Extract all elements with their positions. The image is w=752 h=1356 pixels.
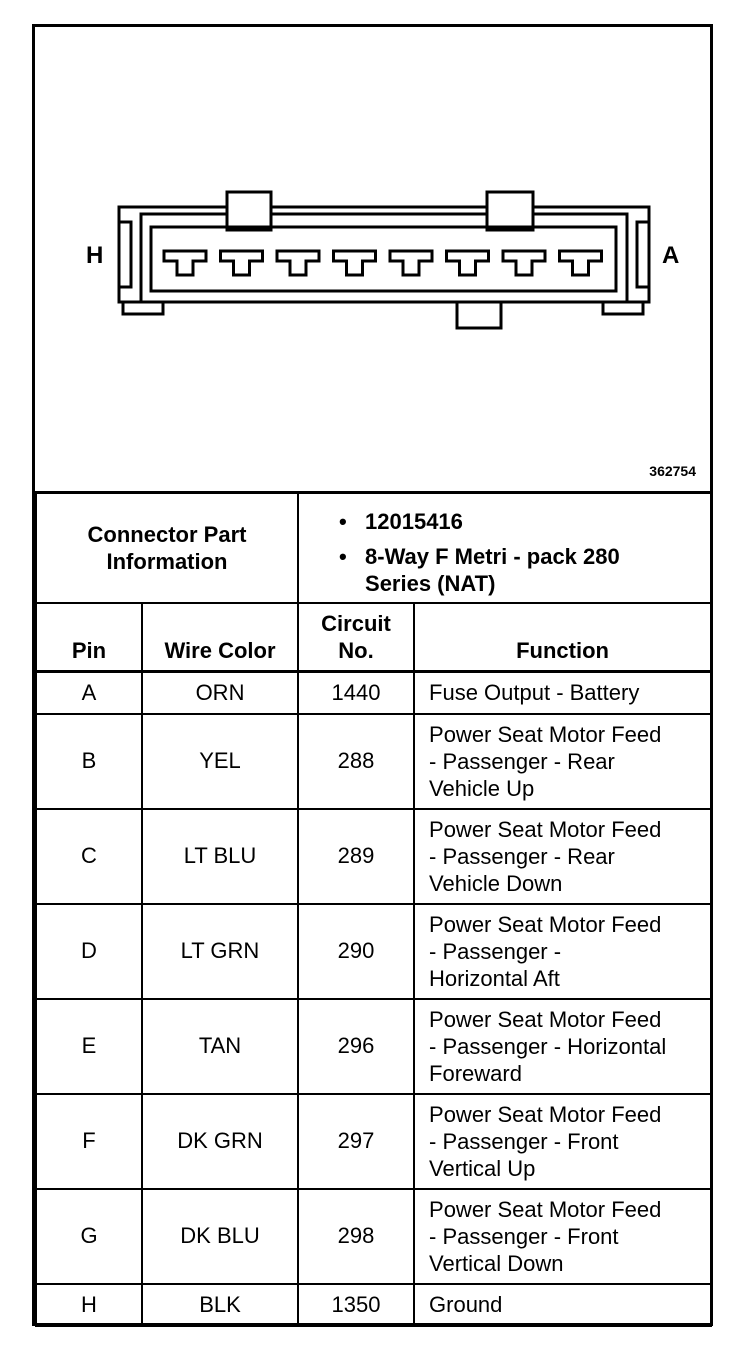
function-line: Fuse Output - Battery: [429, 680, 640, 705]
function-cell: [414, 1284, 711, 1326]
wire-color-cell: ORN: [142, 671, 298, 714]
terminal-cavity: [221, 251, 263, 275]
table-row: [36, 1284, 711, 1326]
circuit-cell: 289: [298, 809, 414, 904]
function-line: Vehicle Down: [429, 870, 563, 896]
pin-cell: C: [36, 809, 142, 904]
connector-pinout-table: [35, 491, 712, 1327]
connector-part-info-row: [36, 493, 711, 604]
header-wire-color: Wire Color: [142, 603, 298, 671]
function-line: - Passenger - Rear: [429, 748, 615, 774]
table-row: [36, 1094, 711, 1189]
connector-housing-outline: [119, 207, 649, 302]
table-row: [36, 904, 711, 999]
function-line: Vertical Up: [429, 1155, 536, 1181]
function-line: Power Seat Motor Feed: [429, 816, 662, 842]
function-line: Ground: [429, 1292, 503, 1317]
connector-diagram: [35, 27, 710, 491]
connector-description-line2: Series (NAT): [365, 571, 496, 596]
wire-color-cell: DK BLU: [142, 1189, 298, 1284]
table-header-row: [36, 603, 711, 671]
circuit-cell: 297: [298, 1094, 414, 1189]
pin-cell: H: [36, 1284, 142, 1326]
terminal-cavity: [334, 251, 376, 275]
figure-number: 362754: [649, 463, 696, 479]
terminal-cavity: [447, 251, 489, 275]
connector-end-label-right: A: [662, 242, 680, 269]
table-row: [36, 999, 711, 1094]
table-row: [36, 1189, 711, 1284]
pin-rows: [36, 671, 711, 1326]
header-circuit-line1: Circuit: [321, 610, 391, 636]
pin-cell: B: [36, 714, 142, 809]
function-cell: [414, 671, 711, 714]
table-row: [36, 671, 711, 714]
part-number: • 12015416: [339, 508, 710, 535]
function-cell: [414, 714, 711, 809]
function-line: Power Seat Motor Feed: [429, 911, 662, 937]
connector-part-info-label: [36, 493, 298, 604]
connector-part-info-label-line1: Connector Part: [87, 522, 247, 547]
circuit-cell: 1350: [298, 1284, 414, 1326]
wire-color-cell: BLK: [142, 1284, 298, 1326]
table-row: [36, 809, 711, 904]
function-line: Vehicle Up: [429, 775, 535, 801]
connector-part-info-label-line2: Information: [106, 549, 228, 574]
circuit-cell: 290: [298, 904, 414, 999]
header-function: Function: [414, 603, 711, 671]
pin-cell: G: [36, 1189, 142, 1284]
terminal-cavity: [560, 251, 602, 275]
circuit-cell: 298: [298, 1189, 414, 1284]
wire-color-cell: YEL: [142, 714, 298, 809]
function-line: Power Seat Motor Feed: [429, 721, 662, 747]
wire-color-cell: LT BLU: [142, 809, 298, 904]
terminal-cavity: [503, 251, 545, 275]
connector-description: [339, 543, 710, 597]
header-pin: Pin: [36, 603, 142, 671]
table-row: [36, 714, 711, 809]
function-cell: [414, 809, 711, 904]
connector-part-info-details: [298, 493, 711, 604]
function-line: Power Seat Motor Feed: [429, 1006, 662, 1032]
function-line: Power Seat Motor Feed: [429, 1101, 662, 1127]
wire-color-cell: DK GRN: [142, 1094, 298, 1189]
function-line: Horizontal Aft: [429, 965, 560, 991]
wire-color-cell: TAN: [142, 999, 298, 1094]
function-cell: [414, 999, 711, 1094]
function-line: - Passenger - Front: [429, 1223, 619, 1249]
pin-cell: F: [36, 1094, 142, 1189]
function-line: - Passenger -: [429, 938, 562, 964]
terminal-cavity: [164, 251, 206, 275]
header-circuit-line2: No.: [338, 637, 374, 663]
function-line: - Passenger - Rear: [429, 843, 615, 869]
terminal-cavity: [390, 251, 432, 275]
function-line: Power Seat Motor Feed: [429, 1196, 662, 1222]
pin-cell: E: [36, 999, 142, 1094]
connector-end-label-left: H: [86, 242, 104, 269]
terminal-cavity: [277, 251, 319, 275]
pin-cell: A: [36, 671, 142, 714]
function-cell: [414, 1094, 711, 1189]
function-line: - Passenger - Front: [429, 1128, 619, 1154]
function-cell: [414, 904, 711, 999]
function-line: Vertical Down: [429, 1250, 564, 1276]
header-circuit: [298, 603, 414, 671]
function-cell: [414, 1189, 711, 1284]
circuit-cell: 1440: [298, 671, 414, 714]
circuit-cell: 296: [298, 999, 414, 1094]
pin-cell: D: [36, 904, 142, 999]
circuit-cell: 288: [298, 714, 414, 809]
connector-description-line1: • 8-Way F Metri - pack 280: [365, 544, 620, 569]
connector-drawing: [35, 27, 710, 491]
function-line: - Passenger - Horizontal: [429, 1033, 667, 1059]
connector-end-view-page: [32, 24, 713, 1326]
function-line: Foreward: [429, 1060, 522, 1086]
wire-color-cell: LT GRN: [142, 904, 298, 999]
